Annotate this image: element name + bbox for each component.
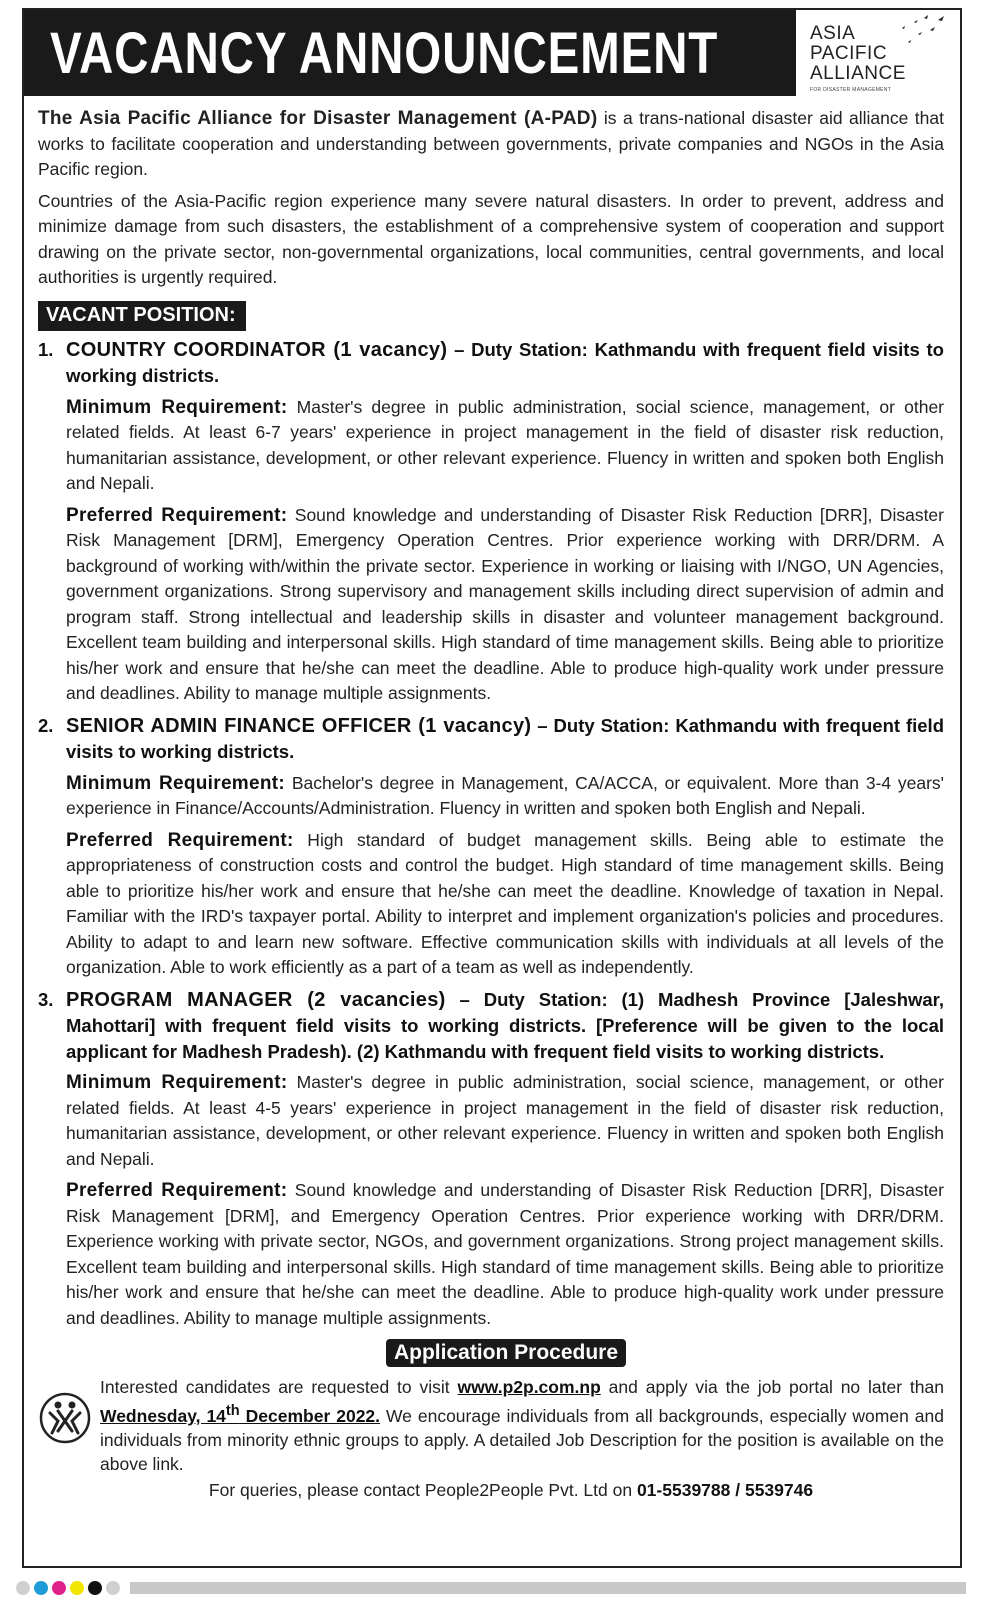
logo-line-1: ASIA bbox=[810, 23, 856, 44]
position-heading bbox=[38, 987, 944, 1065]
pref-req-label: Preferred Requirement: bbox=[66, 504, 288, 526]
contact-info: For queries, please contact People2People Pvt. Ltd on 01-5539788 / 5539746 bbox=[208, 1479, 814, 1500]
apad-logo bbox=[796, 10, 960, 96]
duty-station: – Duty Station: (1) Madhesh Province [Jaleshwar, Mahottari] with frequent field visits to working districts. [Preference will be given to the local applicant for Madhesh Pradesh). (2) Kathmandu with frequent field visits to working districts. bbox=[66, 988, 944, 1062]
minimum-requirement bbox=[66, 1070, 944, 1172]
minimum-requirement bbox=[66, 771, 944, 822]
min-req-label: Minimum Requirement: bbox=[66, 1072, 288, 1093]
intro-text: is a trans-national disaster aid alliance that works to facilitate cooperation and understanding between governments, private companies and NGOs in the Asia Pacific region. bbox=[38, 108, 944, 179]
logo-line-3: ALLIANCE bbox=[810, 63, 906, 84]
print-footer bbox=[16, 1580, 966, 1596]
color-dot bbox=[70, 1581, 84, 1595]
contact-phone: 01-5539788 / 5539746 bbox=[636, 1479, 814, 1500]
position-item bbox=[38, 713, 944, 981]
color-dot bbox=[106, 1581, 120, 1595]
pref-req-label: Preferred Requirement: bbox=[66, 829, 294, 851]
position-heading bbox=[38, 713, 944, 765]
preferred-requirement bbox=[66, 828, 944, 981]
pref-req-text: Sound knowledge and understanding of Disaster Risk Reduction [DRR], Disaster Risk Management [DRM], and Emergency Operation Centres. Prior experience working with DRR/DRM. Experience working with private sector, NGOs, and government organizations. Strong project management skills. Excellent team building and interpersonal skills. High standard of time management skills. Being able to prioritize his/her work and ensure that he/she can meet the deadline. Able to produce high-quality work under pressure and deadlines. Ability to manage multiple assignments. bbox=[66, 1180, 944, 1328]
min-req-text: Bachelor's degree in Management, CA/ACCA, or equivalent. More than 3-4 years' experience in Finance/Accounts/Administration. Fluency in written and spoken both English and Nepali. bbox=[66, 772, 945, 818]
org-name: The Asia Pacific Alliance for Disaster Management (A-PAD) bbox=[38, 108, 598, 129]
preferred-requirement bbox=[66, 503, 944, 707]
position-item bbox=[38, 987, 944, 1332]
pref-req-text: High standard of budget management skills. Being able to estimate the appropriateness of construction costs and control the budget. High standard of time management skills. Being able to prioritize his/her work and ensure that he/she can meet the deadline. Knowledge of taxation in Nepal. Familiar with the IRD's taxpayer portal. Ability to interpret and implement organization's policies and procedures. Ability to adapt to and learn new software. Effective communication skills with individuals at all levels of the organization. Able to work efficiently as a part of a team as well as independently. bbox=[66, 829, 944, 977]
application-instructions: Interested candidates are requested to visit www.p2p.com.np and apply via the job portal no later than Wednesday, 14th December 2022. We encourage individuals from all backgrounds, especially women and individuals from minority ethnic groups to apply. A detailed Job Description for the position is available on the above link. bbox=[100, 1377, 944, 1474]
logo-tagline: FOR DISASTER MANAGEMENT bbox=[810, 87, 892, 93]
application-section bbox=[38, 1375, 944, 1476]
p2p-website-link[interactable]: www.p2p.com.np bbox=[457, 1377, 601, 1397]
position-number: 2. bbox=[38, 714, 54, 736]
minimum-requirement bbox=[66, 395, 944, 497]
logo-line-2: PACIFIC bbox=[810, 43, 888, 64]
position-item bbox=[38, 337, 944, 707]
context-paragraph: Countries of the Asia-Pacific region experience many severe natural disasters. In order to prevent, address and minimize damage from such disasters, the establishment of a comprehensive system of cooperation and support drawing on the private sector, non-governmental organizations, local communities, central governments, and local authorities is urgently required. bbox=[38, 190, 944, 287]
page-title-text: VACANCY ANNOUNCEMENT bbox=[50, 20, 719, 86]
min-req-label: Minimum Requirement: bbox=[66, 772, 286, 794]
footer-bar bbox=[130, 1582, 966, 1594]
content bbox=[38, 106, 944, 1501]
position-title: PROGRAM MANAGER (2 vacancies) bbox=[66, 988, 446, 1011]
duty-station: – Duty Station: Kathmandu with frequent field visits to working districts. bbox=[66, 714, 945, 762]
position-title: SENIOR ADMIN FINANCE OFFICER (1 vacancy) bbox=[66, 714, 532, 737]
pref-req-label: Preferred Requirement: bbox=[66, 1180, 288, 1201]
preferred-requirement bbox=[66, 1178, 944, 1331]
position-heading bbox=[38, 337, 944, 389]
deadline-date: Wednesday, 14th December 2022. bbox=[100, 1403, 381, 1426]
min-req-text: Master's degree in public administration, social science, management, or other related fields. At least 4-5 years' experience in project management in the field of disaster risk reduction, humanitarian assistance, development, or other relevant experience. Fluency in written and spoken both English and Nepali. bbox=[66, 1072, 945, 1169]
people2people-logo-icon bbox=[38, 1391, 92, 1445]
pref-req-text: Sound knowledge and understanding of Disaster Risk Reduction [DRR], Disaster Risk Management [DRM], Emergency Operation Centres. Prior experience working with DRR/DRM. A background of working with/within the private sector. Experience in working or liaising with I/NGO, UN Agencies, government organizations. Strong supervisory and management skills including direct supervision of admin and program staff. Strong intellectual and leadership skills in disaster and volunteer management background. Excellent team building and interpersonal skills. High standard of time management skills. Being able to prioritize his/her work and ensure that he/she can meet the deadline. Able to produce high-quality work under pressure and deadlines. Ability to manage multiple assignments. bbox=[66, 504, 944, 703]
position-number: 3. bbox=[38, 988, 54, 1010]
position-title: COUNTRY COORDINATOR (1 vacancy) bbox=[66, 338, 448, 361]
min-req-text: Master's degree in public administration, social science, management, or other related fields. At least 6-7 years' experience in project management in the field of disaster risk reduction, humanitarian assistance, development, or other relevant experience. Fluency in written and spoken both English and Nepali. bbox=[66, 396, 945, 493]
intro-paragraph bbox=[38, 106, 944, 183]
color-dot bbox=[16, 1581, 30, 1595]
color-dot bbox=[34, 1581, 48, 1595]
page-title bbox=[24, 10, 796, 96]
vacant-position-label: VACANT POSITION: bbox=[38, 301, 246, 331]
color-dot bbox=[88, 1581, 102, 1595]
header bbox=[24, 10, 960, 96]
duty-station: – Duty Station: Kathmandu with frequent field visits to working districts. bbox=[66, 338, 944, 386]
birds-icon bbox=[868, 14, 948, 54]
color-dot bbox=[52, 1581, 66, 1595]
position-number: 1. bbox=[38, 338, 54, 360]
announcement-frame bbox=[22, 8, 962, 1568]
min-req-label: Minimum Requirement: bbox=[66, 396, 288, 418]
application-procedure-heading: Application Procedure bbox=[386, 1339, 626, 1367]
